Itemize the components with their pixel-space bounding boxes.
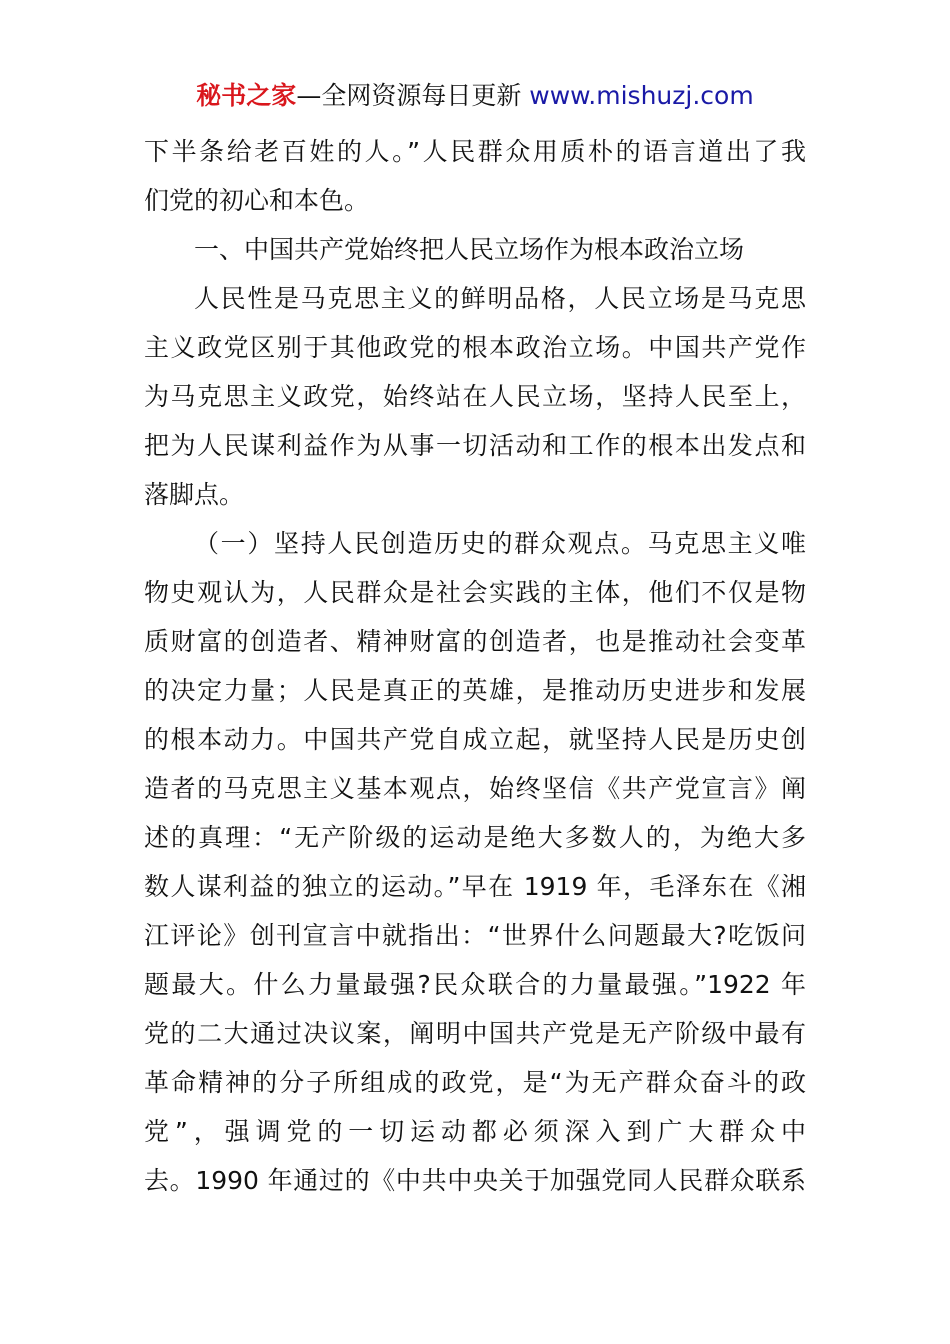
paragraph-line: 数人谋利益的独立的运动。”早在 1919 年，毛泽东在《湘 (144, 872, 806, 901)
paragraph-line: 党的二大通过决议案，阐明中国共产党是无产阶级中最有 (144, 1019, 806, 1048)
paragraph-line: 落脚点。 (144, 480, 245, 509)
site-url-link[interactable]: www.mishuzj.com (529, 81, 754, 110)
paragraph-line: （一）坚持人民创造历史的群众观点。马克思主义唯 (194, 529, 806, 558)
paragraph-line: 去。1990 年通过的《中共中央关于加强党同人民群众联系 (144, 1166, 806, 1195)
paragraph-line: 为马克思主义政党，始终站在人民立场，坚持人民至上， (144, 382, 806, 411)
paragraph-line: 质财富的创造者、精神财富的创造者，也是推动社会变革 (144, 627, 806, 656)
paragraph-line: 物史观认为，人民群众是社会实践的主体，他们不仅是物 (144, 578, 806, 607)
site-header (0, 78, 950, 114)
paragraph-line: 下半条给老百姓的人。”人民群众用质朴的语言道出了我 (144, 137, 806, 166)
paragraph-line: 的决定力量；人民是真正的英雄，是推动历史进步和发展 (144, 676, 806, 705)
paragraph-line: 题最大。什么力量最强?民众联合的力量最强。”1922 年 (144, 970, 806, 999)
paragraph-line: 的根本动力。中国共产党自成立起，就坚持人民是历史创 (144, 725, 806, 754)
paragraph-line: 党”，强调党的一切运动都必须深入到广大群众中 (144, 1117, 806, 1146)
paragraph-line: 把为人民谋利益作为从事一切活动和工作的根本出发点和 (144, 431, 806, 460)
paragraph-line: 主义政党区别于其他政党的根本政治立场。中国共产党作 (144, 333, 806, 362)
paragraph-line: 们党的初心和本色。 (144, 186, 370, 215)
paragraph-line: 述的真理：“无产阶级的运动是绝大多数人的，为绝大多 (144, 823, 806, 852)
paragraph-line: 造者的马克思主义基本观点，始终坚信《共产党宣言》阐 (144, 774, 806, 803)
site-brand: 秘书之家 (196, 81, 297, 110)
section-heading: 一、中国共产党始终把人民立场作为根本政治立场 (194, 235, 745, 264)
site-tagline: —全网资源每日更新 (296, 81, 530, 110)
paragraph-line: 人民性是马克思主义的鲜明品格，人民立场是马克思 (194, 284, 806, 313)
paragraph-line: 江评论》创刊宣言中就指出：“世界什么问题最大?吃饭问 (144, 921, 806, 950)
paragraph-line: 革命精神的分子所组成的政党，是“为无产群众奋斗的政 (144, 1068, 806, 1097)
